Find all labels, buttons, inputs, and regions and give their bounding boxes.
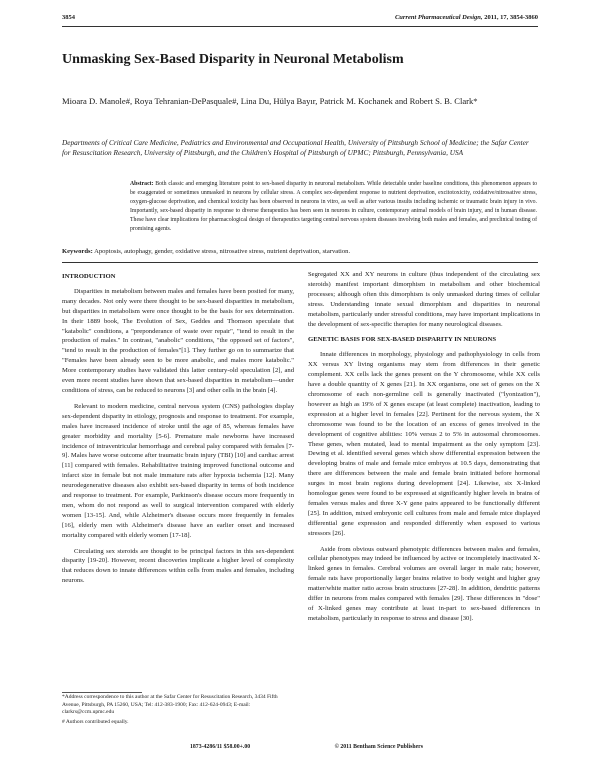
footnote-rule [62, 692, 142, 693]
genetic-basis-heading: GENETIC BASIS FOR SEX-BASED DISPARITY IN NEURONS [308, 336, 497, 344]
abstract [130, 180, 537, 233]
abstract-label: Abstract: [130, 181, 154, 187]
intro-paragraph-3: Circulating sex steroids are thought to be principal factors in this sex-dependent disparity [19-20]. However, recent discoveries implicate a higher level of complexity that reduces down to innate differences within cells from males and females, including neurons. [62, 547, 294, 585]
journal-name: Current Pharmaceutical Design, [394, 14, 483, 21]
abstract-text: Both classic and emerging literature point to sex-based disparity in neuronal metabolism. While detectable under baseline conditions, this phenomenon appears to be exaggerated or sometimes unmasked in neurons by cellular stress. A complex sex-dependent response to nutrient deprivation, excitotoxicity, oxidative/nitrosative stress, oxygen-glucose deprivation, and chemical toxicity has been observed in neurons in vitro, as well as after various insults including ischemic or traumatic brain injury in vivo. Importantly, sex-based disparity in response to diverse therapeutics has been seen in neurons in culture, contemporary animal models of brain injury, and in human disease. These have clear implications for pharmacological design of therapeutics targeting central nervous system diseases involving both males and females, and preclinical testing of promising agents. [130, 181, 537, 232]
intro-paragraph-1: Disparities in metabolism between males and females have been posited for many, many decades. Not only were there thought to be sex-based disparities in metabolism, but disparities in metabolism were once thought to be the basis for sex determination. In their 1889 book, The Evolution of Sex, Geddes and Thomson speculate that "katabolic" conditions, a "preponderance of waste over repair", "tend to result in the production of males." In contrast, "anabolic" conditions, "the opposed set of factors", "tend to result in the production of females"[1]. They further go on to summarize that "Females have been already seen to be more anabolic, and males more katabolic." More contemporary studies have validated this latter century-old speculation [2], and even more recent studies have shown that sex-based disparities in metabolism—under conditions of stress, can be reduced to neurons [3] and other cells in the brain [4]. [62, 287, 294, 394]
right-column [308, 270, 540, 630]
journal-volume-pages: 2011, 17, 3854-3860 [484, 14, 538, 21]
equal-contribution-footnote: # Authors contributed equally. [62, 718, 129, 725]
keywords [62, 248, 538, 255]
running-header [62, 14, 538, 26]
journal-citation [395, 14, 538, 21]
correspondence-footnote: *Address correspondence to this author at the Safar Center for Resuscitation Research, 3434 Fifth Avenue, Pittsburgh, PA 15260, USA; Tel: 412-383-1900; Fax: 412-624-0943; E-mail: clarkrs@ccm.upmc.edu [62, 694, 278, 716]
genetic-paragraph-2: Aside from obvious outward phenotypic differences between males and females, cellular phenotypes may indeed be influenced by active or incompletely inactivated X-linked genes in females. Cerebral volumes are overall larger in male rats; however, female rats have proportionally larger brains relative to body weight and higher gray matter/white matter ratio across brain structures [27-28]. In addition, dendritic patterns differ in neurons from males compared with females [29]. These differences in "dose" of X-linked genes may contribute at least in-part to sex-based differences in metabolism, particularly in response to stress and disease [30]. [308, 545, 540, 622]
article-title: Unmasking Sex-Based Disparity in Neuronal Metabolism [62, 52, 404, 67]
page-footer [62, 744, 538, 754]
footnotes [62, 694, 294, 728]
keywords-text: Apoptosis, autophagy, gender, oxidative stress, nitrosative stress, nutrient deprivation, starvation. [94, 248, 351, 255]
issn: 1873-4286/11 $58.00+.00 [190, 744, 251, 750]
header-rule [62, 26, 538, 27]
abstract-rule [62, 262, 538, 263]
keywords-label: Keywords: [62, 248, 93, 255]
page-number: 3854 [62, 14, 75, 21]
author-list: Mioara D. Manole#, Roya Tehranian-DePasquale#, Lina Du, Hülya Bayır, Patrick M. Kochanek and Robert S. B. Clark* [62, 96, 478, 106]
genetic-paragraph-1: Innate differences in morphology, physiology and pathophysiology in cells from XX versus XY living organisms may stem from differences in their genetic complement. XX cells lack the genes present on the Y chromosome, while XX cells have a double quantity of X genes [21]. In XX organisms, one set of genes on the X chromosome of each non-germline cell is generally inactivated ("lyonization"), however as high as 19% of X genes escape (at least complete) inactivation, leading to expression at a higher level in females [22]. Pertinent for the nervous system, the X chromosome was found to be the location of an excess of genes involved in the development of cognitive abilities: 10% versus 2 to 5% in autosomal chromosomes. These genes, when mutated, lead to mental impairment as the only symptom [23]. Dewing et al. identified several genes which show differential expression between the developing brains of male and female mice embryos at 10.5 days, demonstrating that there are differences between the male and female brain initiated before hormonal surges in most brain regions during development [24]. Likewise, six X-linked homologue genes were found to be expressed at significantly higher levels in brains of females versus males and three X-Y gene pairs appeared to be functionally different [25]. In addition, mixed embryonic cell cultures from male and female mice displayed differential gene expression and responded differently when exposed to various stressors [26]. [308, 351, 540, 537]
intro-paragraph-2: Relevant to modern medicine, central nervous system (CNS) pathologies display sex-dependent disparity in etiology, prognosis and response to treatment. For example, males have increased incidence of stroke until the age of 85, whereas females have greater morbidity and mortality [5-6]. Premature male newborns have increased incidence of intraventricular hemorrhage and cerebral palsy compared with females [7-9]. Males have worse outcome after traumatic brain injury (TBI) [10] and cardiac arrest [11] compared with females. Rehabilitative training improved functional outcome and infarct size in female but not male immature rats after hypoxia ischemia [12]. Many neurodegenerative diseases also exhibit sex-based disparity in terms of both incidence and response to treatment. For example, Parkinson's disease occurs more frequently in men, whom do not respond as well to surgical intervention compared with elderly women [13-15]. And, while Alzheimer's disease occurs more frequently in females [16], elderly men with Alzheimer's disease have an earlier onset and increased mortality compared with elderly women [17-18]. [62, 402, 294, 539]
copyright: © 2011 Bentham Science Publishers [334, 744, 423, 750]
affiliation: Departments of Critical Care Medicine, Pediatrics and Environmental and Occupational Health, University of Pittsburgh School of Medicine; the Safar Center for Resuscitation Research, University of Pittsburgh, and the Children's Hospital of Pittsburgh of UPMC; Pittsburgh, Pennsylvania, USA [62, 138, 529, 157]
intro-continuation: Segregated XX and XY neurons in culture (thus independent of the circulating sex steroids) manifest important dimorphism in metabolism and other biochemical processes; although often this dimorphism is only unmasked during times of cellular stress. Understanding innate sexual dimorphism and disparities in neuronal metabolism, particularly under stressful conditions, may have important implications in the development of sex-specific therapies for many neurological diseases. [308, 271, 540, 328]
left-column [62, 272, 294, 592]
introduction-heading: INTRODUCTION [62, 273, 116, 280]
